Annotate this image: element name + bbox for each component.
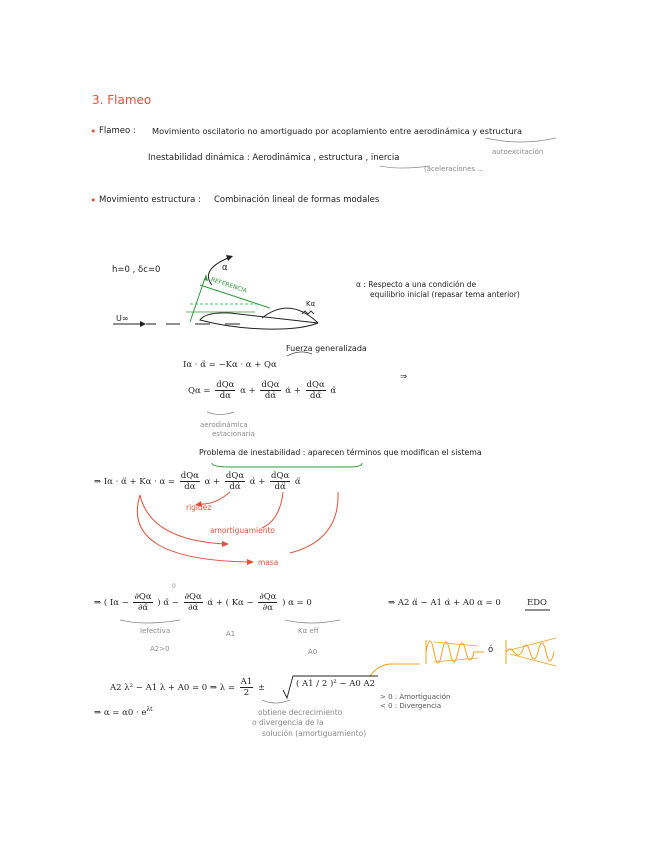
dynamic-instability-line: Inestabilidad dinámica : Aerodinámica , estructura , inercia xyxy=(148,153,400,163)
reference-label: REFERENCIA xyxy=(209,276,248,295)
bullet1-text: Movimiento oscilatorio no amortiguado por acoplamiento entre aerodinámica y estructura xyxy=(152,126,523,136)
mass-label: masa xyxy=(258,558,279,567)
edo-equation: ⇒ A2 α̈ − A1 α̇ + A0 α = 0 xyxy=(388,598,501,608)
solution-equation: ⇒ $\alpha = \alpha 0 \cdot e^{\lambda t}$ xyxy=(94,706,153,718)
generalized-force-label: Fuerza generalizada xyxy=(286,344,367,353)
solution-note-2: o divergencia de la xyxy=(252,718,324,727)
eq2-frac-2: $\frac{\text{dQα}}{d\alphȧ}$ xyxy=(261,380,280,401)
bullet2-label: Movimiento estructura : xyxy=(99,195,201,205)
eq5-frac: $\frac{A1}{2}$ xyxy=(240,677,253,698)
aero-note-1: aerodinámica xyxy=(200,421,248,429)
eq2-lhs: Qα = xyxy=(188,386,211,396)
damping-label: amortiguamiento xyxy=(210,526,275,535)
alpha-note-2: equilibrio inicial (repasar tema anterior) xyxy=(370,290,520,299)
a2-positive: A2>0 xyxy=(150,645,170,653)
eq4-frac-3: $\frac{\partial Q\alpha}{\partial\alpha}$ xyxy=(259,592,277,613)
eq3-frac-1: $\frac{\text{dQα}}{d\alpha}$ xyxy=(180,471,199,492)
eq4-zero: 0 xyxy=(172,583,176,590)
bullet-marker: • xyxy=(90,125,97,138)
damping-case: > 0 : Amortiguación xyxy=(380,693,451,701)
effective-inertia: Iefectiva xyxy=(140,627,171,635)
solution-note-3: solución (amortiguamiento) xyxy=(262,729,367,738)
bullet1-note: autoexcitación xyxy=(492,148,544,156)
stiffness-label: rigidez xyxy=(186,503,212,512)
divergence-case: < 0 : Divergencia xyxy=(380,702,442,710)
eq3-frac-2: $\frac{\text{dQα}}{d\alphȧ}$ xyxy=(225,471,245,492)
equation-2: Qα = $\frac{\text{dQα}}{d\alpha}$ α + $\frac{\text{dQα}}{d\alphȧ}$ α̇ + $\frac{\text{dQα}}{d\alphä}$ α̈ xyxy=(188,380,337,401)
or-symbol: ó xyxy=(488,645,494,655)
edo-label: EDO xyxy=(527,598,547,608)
effective-stiffness: Kα eff xyxy=(298,627,319,635)
eq4-frac-1: $\frac{\partial Q\alpha}{\partial\alphä}$ xyxy=(134,592,152,613)
section-title: 3. Flameo xyxy=(92,93,152,107)
alpha-label: α xyxy=(222,263,228,273)
characteristic-equation: A2 λ² − A1 λ + A0 = 0 ⇒ λ = $\frac{A1}{2}$ ± xyxy=(110,677,266,698)
equation-3: ⇒ Iα · α̈ + Kα · α = $\frac{\text{dQα}}{d\alpha}$ α + $\frac{\text{dQα}}{d\alphȧ}$ α̇ + $\frac{\text{dQα}}{d\alphä}$ α̈ xyxy=(94,471,301,492)
spring-label: Kα xyxy=(306,300,316,308)
aero-note-2: estacionaria xyxy=(212,430,255,438)
solution-exponent: λt xyxy=(146,706,153,713)
root-term: ( A1 / 2 )² − A0 A2 xyxy=(296,679,375,689)
freestream-label: U∞ xyxy=(116,314,129,323)
eq3-frac-3: $\frac{\text{dQα}}{d\alphä}$ xyxy=(271,471,290,492)
implies-arrow: ⇒ xyxy=(400,372,408,382)
solution-note-1: obtiene decrecimiento xyxy=(258,708,343,717)
accelerations-note: (aceleraciones ... xyxy=(424,165,484,173)
eq2-frac-1: $\frac{\text{dQα}}{d\alpha}$ xyxy=(216,380,235,401)
bullet1-label: Flameo : xyxy=(99,126,136,136)
a0-label: A0 xyxy=(308,648,318,656)
bullet2-text: Combinación lineal de formas modales xyxy=(214,195,380,205)
a1-label: A1 xyxy=(226,630,236,638)
equation-4: ⇒ ( Iα − $\frac{\partial Q\alpha}{\partial\alphä}$ ) α̈ − $\frac{\partial Q\alpha}{\partial\alphȧ}$ α̇ + ( Kα − $\frac{\partial Q\alpha}{\partial\alpha}$ ) α = 0 xyxy=(94,592,312,613)
alpha-note-1: α : Respecto a una condición de xyxy=(356,280,477,289)
eq4-frac-2: $\frac{\partial Q\alpha}{\partial\alphȧ}$ xyxy=(184,592,202,613)
initial-conditions: h=0 , δc=0 xyxy=(112,265,161,275)
eq2-frac-3: $\frac{\text{dQα}}{d\alphä}$ xyxy=(306,380,325,401)
eq3-lhs: ⇒ Iα · α̈ + Kα · α = xyxy=(94,477,176,487)
equation-1: Iα · α̈ = −Kα · α + Qα xyxy=(183,360,277,370)
instability-problem: Problema de inestabilidad : aparecen términos que modifican el sistema xyxy=(199,448,482,457)
bullet-marker: • xyxy=(90,194,97,207)
